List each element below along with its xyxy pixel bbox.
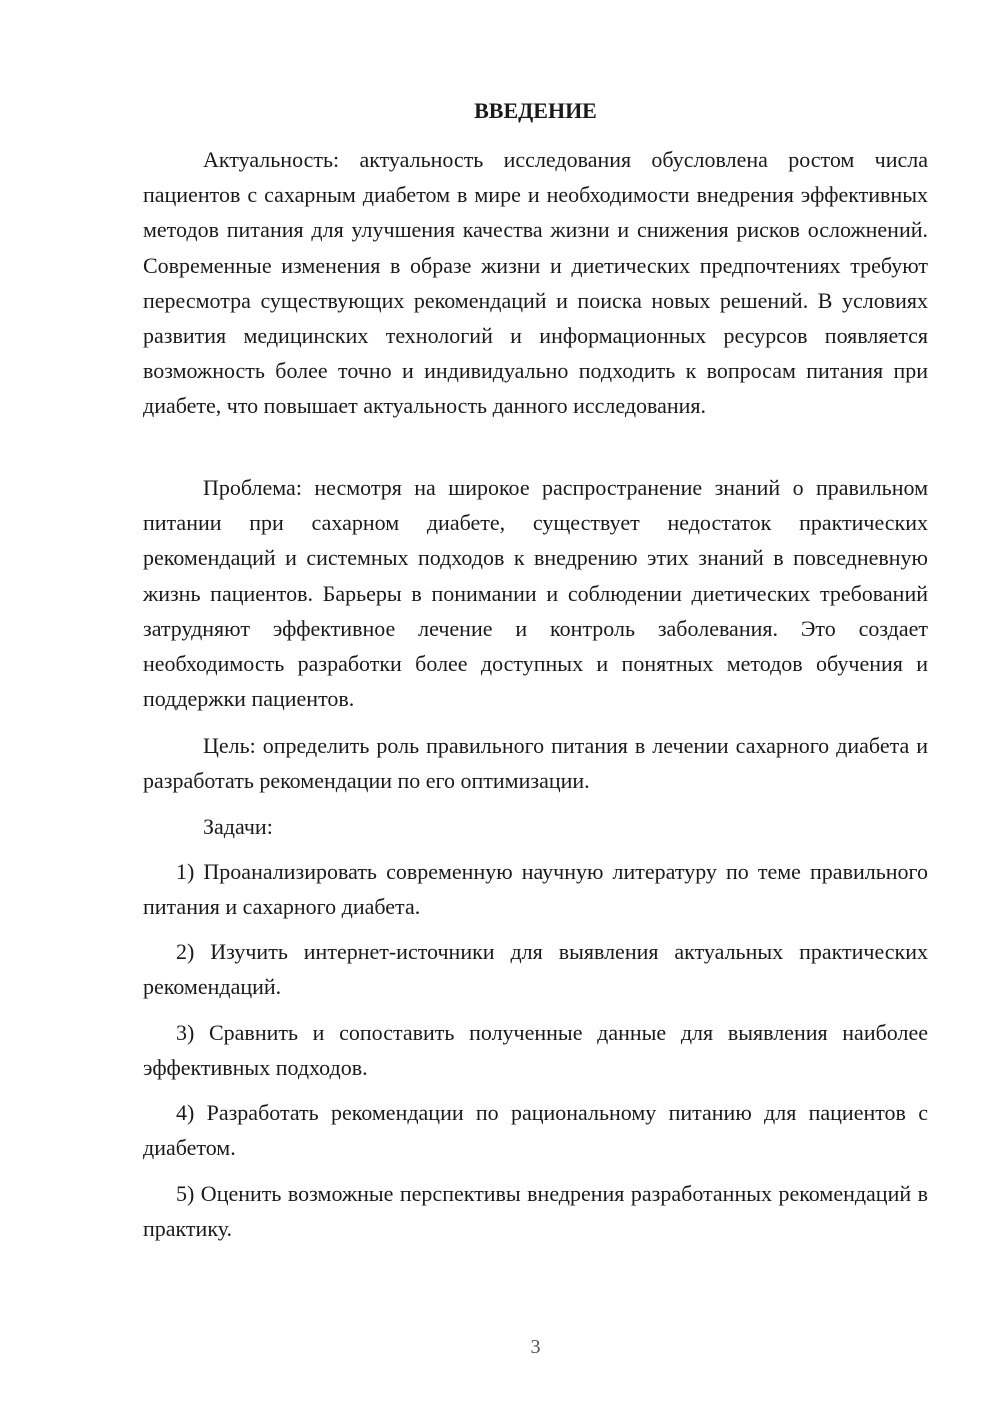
task-item-5: 5) Оценить возможные перспективы внедрения разработанных рекомендаций в практику.: [143, 1181, 928, 1242]
paragraph-problem: Проблема: несмотря на широкое распространение знаний о правильном питании при сахарном диабете, существует недостаток практических рекомендаций и системных подходов к внедрению этих знаний в повседневную жизнь пациентов. Барьеры в понимании и соблюдении диетических требований затрудняют эффективное лечение и контроль заболевания. Это создает необходимость разработки более доступных и понятных методов обучения и поддержки пациентов.: [143, 475, 928, 712]
task-item-2: 2) Изучить интернет-источники для выявления актуальных практических рекомендаций.: [143, 939, 928, 1000]
page-number: 3: [530, 1336, 541, 1358]
paragraph-relevance: Актуальность: актуальность исследования обусловлена ростом числа пациентов с сахарным диабетом в мире и необходимости внедрения эффективных методов питания для улучшения качества жизни и снижения рисков осложнений. Современные изменения в образе жизни и диетических предпочтениях требуют пересмотра существующих рекомендаций и поиска новых решений. В условиях развития медицинских технологий и информационных ресурсов появляется возможность более точно и индивидуально подходить к вопросам питания при диабете, что повышает актуальность данного исследования.: [143, 147, 928, 419]
task-item-1: 1) Проанализировать современную научную литературу по теме правильного питания и сахарного диабета.: [143, 859, 928, 920]
task-item-4: 4) Разработать рекомендации по рациональному питанию для пациентов с диабетом.: [143, 1100, 928, 1161]
paragraph-goal: Цель: определить роль правильного питания в лечении сахарного диабета и разработать рекомендации по его оптимизации.: [143, 733, 928, 794]
document-page: [143, 0, 928, 1414]
page-title: ВВЕДЕНИЕ: [474, 98, 597, 123]
task-item-3: 3) Сравнить и сопоставить полученные данные для выявления наиболее эффективных подходов.: [143, 1020, 928, 1081]
tasks-heading: Задачи:: [203, 814, 273, 839]
